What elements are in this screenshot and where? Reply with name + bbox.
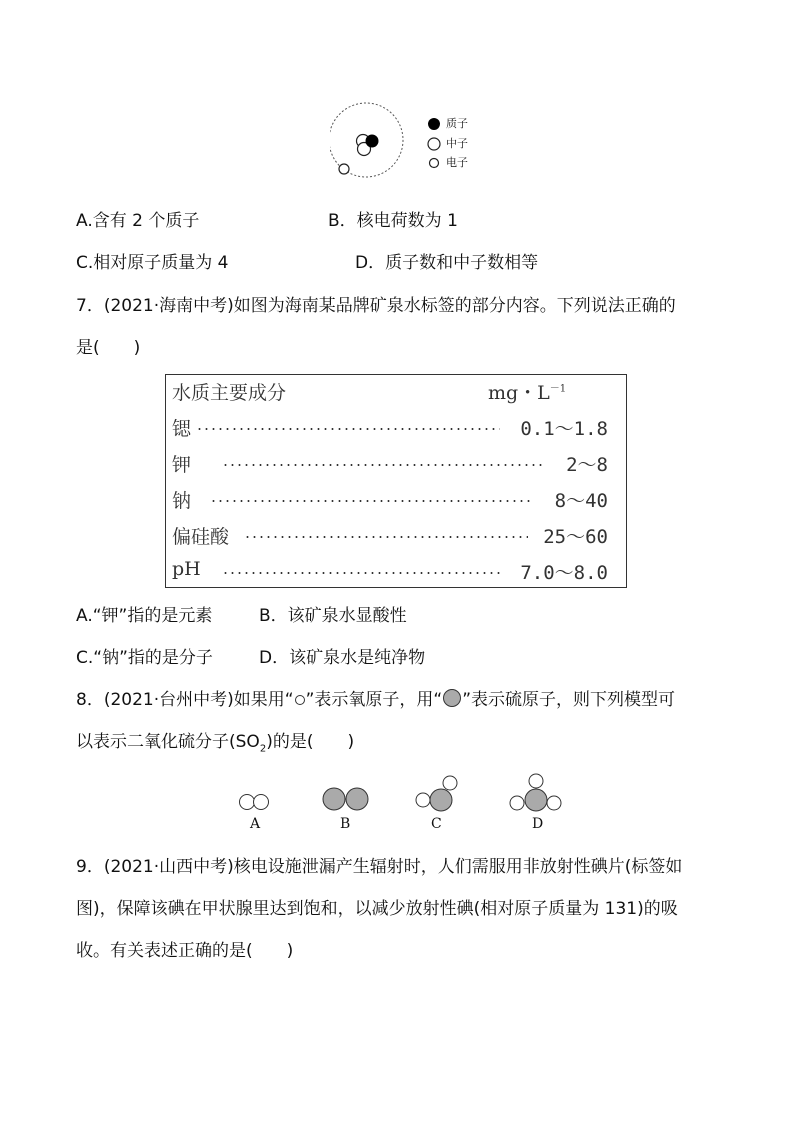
q8-stem-line2-b: )的是( ) xyxy=(266,732,355,752)
model-c xyxy=(416,776,457,811)
q7-stem-line2: 是( ) xyxy=(76,338,141,358)
q7-option-a: A.“钾”指的是元素 xyxy=(76,606,213,626)
label-row-value: 8～40 xyxy=(554,490,608,512)
leader-dots xyxy=(222,464,544,466)
label-row-name: 钠 xyxy=(172,490,192,512)
label-header-unit: mg・L xyxy=(488,382,550,404)
q8-stem-line2-a: 以表示二氧化硫分子(SO xyxy=(76,732,260,752)
model-d-label: D xyxy=(532,816,544,832)
q6-option-d: D．质子数和中子数相等 xyxy=(355,253,539,273)
q9-stem-line3: 收。有关表述正确的是( ) xyxy=(76,941,294,961)
oxygen-atom-symbol xyxy=(294,694,306,706)
q8-stem-part3: ”表示硫原子，则下列模型可 xyxy=(462,690,675,710)
label-row-value: 25～60 xyxy=(543,526,608,548)
label-row-name: 锶 xyxy=(172,418,192,440)
model-b xyxy=(323,788,368,810)
label-row-name: 偏硅酸 xyxy=(172,526,230,548)
q9-stem-line2: 图)，保障该碘在甲状腺里达到饱和，以减少放射性碘(相对原子质量为 131)的吸 xyxy=(76,899,678,919)
q8-stem-part2: ”表示氧原子，用“ xyxy=(305,690,443,710)
q7-stem-line1: 7．(2021·海南中考)如图为海南某品牌矿泉水标签的部分内容。下列说法正确的 xyxy=(76,296,676,316)
leader-dots xyxy=(244,536,528,538)
label-row-value: 0.1～1.8 xyxy=(520,418,608,440)
q8-stem-line1 xyxy=(76,688,675,712)
label-row-name: 钾 xyxy=(172,454,192,476)
proton-circle xyxy=(366,135,379,148)
label-row-value: 2～8 xyxy=(566,454,608,476)
q6-option-b: B．核电荷数为 1 xyxy=(328,211,458,231)
q9-stem-line1: 9．(2021·山西中考)核电设施泄漏产生辐射时，人们需服用非放射性碘片(标签如 xyxy=(76,857,683,877)
model-a-label: A xyxy=(250,816,261,832)
molecule-models-svg xyxy=(230,770,570,815)
label-row-value: 7.0～8.0 xyxy=(520,562,608,584)
label-header-unit-exp: －1 xyxy=(549,383,567,395)
q7-option-b: B．该矿泉水显酸性 xyxy=(259,606,407,626)
legend-proton-swatch xyxy=(428,118,440,130)
label-row-name: pH xyxy=(172,558,201,580)
label-row-strontium xyxy=(172,414,608,444)
label-row-ph xyxy=(172,558,608,588)
label-header-title: 水质主要成分 xyxy=(172,382,287,404)
legend-electron-label: 电子 xyxy=(446,156,468,169)
legend-neutron-swatch xyxy=(428,138,440,150)
label-row-sodium xyxy=(172,486,608,516)
model-c-label: C xyxy=(431,816,442,832)
q6-option-a: A.含有 2 个质子 xyxy=(76,211,200,231)
model-b-label: B xyxy=(340,816,351,832)
q8-stem-line2-sub: 2 xyxy=(259,743,267,755)
leader-dots xyxy=(210,500,530,502)
label-row-metasilicic-acid xyxy=(172,522,608,552)
electron-circle xyxy=(339,164,349,174)
legend-electron-swatch xyxy=(430,159,439,168)
q7-option-c: C.“钠”指的是分子 xyxy=(76,648,213,668)
molecule-models xyxy=(230,770,570,835)
leader-dots xyxy=(222,572,500,574)
label-row-potassium xyxy=(172,450,608,480)
q8-stem-line2 xyxy=(76,730,354,761)
atom-figure xyxy=(330,100,480,185)
legend-neutron-label: 中子 xyxy=(446,137,468,150)
leader-dots xyxy=(196,428,500,430)
q6-option-c: C.相对原子质量为 4 xyxy=(76,253,229,273)
label-header xyxy=(172,378,608,408)
model-d xyxy=(510,774,561,811)
q8-stem-part1: 8．(2021·台州中考)如果用“ xyxy=(76,690,294,710)
label-header-unit-wrap xyxy=(488,378,566,405)
q7-option-d: D．该矿泉水是纯净物 xyxy=(259,648,426,668)
sulfur-atom-symbol xyxy=(442,688,462,708)
mineral-water-label xyxy=(165,374,627,588)
legend-proton-label: 质子 xyxy=(446,117,468,130)
model-a xyxy=(240,795,269,810)
